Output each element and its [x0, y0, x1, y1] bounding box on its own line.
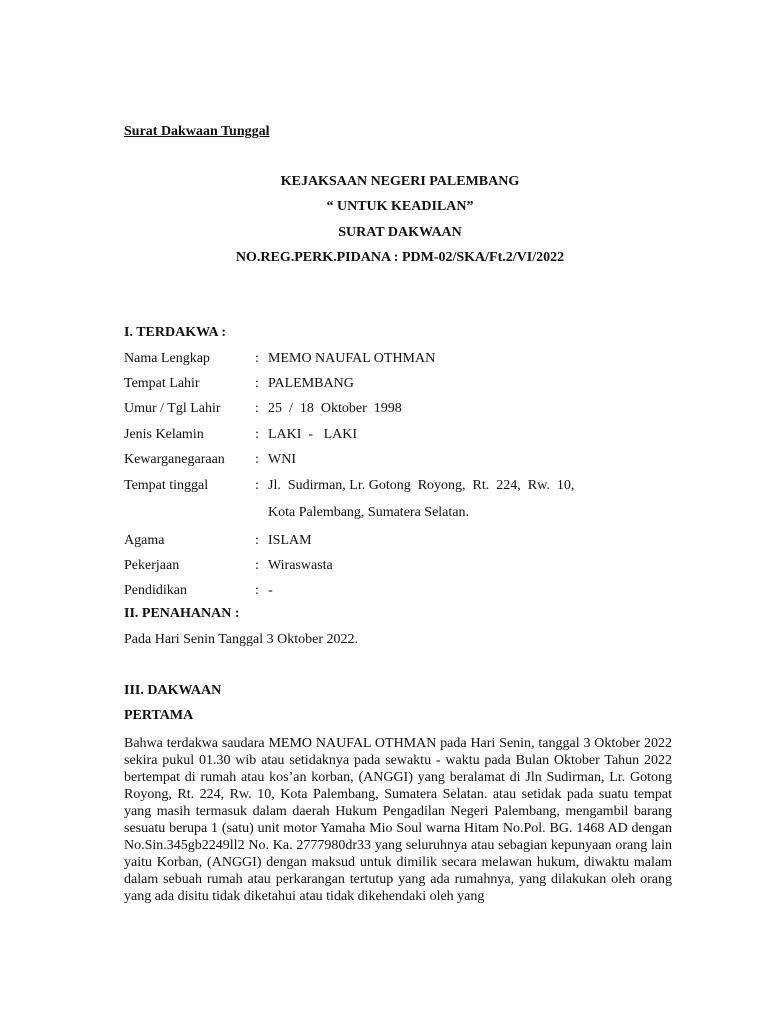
penahanan-text: Pada Hari Senin Tanggal 3 Oktober 2022. [124, 632, 358, 647]
office-name: KEJAKSAAN NEGERI PALEMBANG [280, 174, 520, 189]
document-label: Surat Dakwaan Tunggal [124, 124, 270, 139]
dakwaan-subheading: PERTAMA [124, 708, 194, 723]
field-value: 25 / 18 Oktober 1998 [268, 401, 402, 416]
section-penahanan-heading: II. PENAHANAN : [124, 606, 240, 621]
field-value: Kota Palembang, Sumatera Selatan. [268, 505, 469, 520]
field-colon: : [255, 583, 259, 598]
field-label: Umur / Tgl Lahir [124, 401, 221, 416]
field-colon: : [255, 427, 259, 442]
field-colon: : [255, 478, 259, 493]
motto: “ UNTUK KEADILAN” [326, 199, 474, 214]
field-value: PALEMBANG [268, 376, 354, 391]
field-colon: : [255, 533, 259, 548]
field-value: ISLAM [268, 533, 312, 548]
field-colon: : [255, 351, 259, 366]
field-value: - [268, 583, 273, 598]
field-value: Jl. Sudirman, Lr. Gotong Royong, Rt. 224, Rw. 10, [268, 478, 575, 493]
field-colon: : [255, 376, 259, 391]
field-label: Pendidikan [124, 583, 187, 598]
registration-number: NO.REG.PERK.PIDANA : PDM-02/SKA/Ft.2/VI/2022 [235, 250, 565, 265]
dakwaan-paragraph: Bahwa terdakwa saudara MEMO NAUFAL OTHMAN pada Hari Senin, tanggal 3 Oktober 2022 sekira pukul 01.30 wib atau setidaknya pada sewaktu - waktu pada Bulan Oktober Tahun 2022 bertempat di rumah atau kos’an korban, (ANGGI) yang beralamat di Jln Sudirman, Lr. Gotong Royong, Rt. 224, Rw. 10, Kota Palembang, Sumatera Selatan. atau setidak pada suatu tempat yang masih termasuk dalam daerah Hukum Pengadilan Negeri Palembang, mengambil barang sesuatu berupa 1 (satu) unit motor Yamaha Mio Soul warna Hitam No.Pol. BG. 1468 AD dengan No.Sin.345gb2249ll2 No. Ka. 2777980dr33 yang seluruhnya atau sebagian kepunyaan orang lain yaitu Korban, (ANGGI) dengan maksud untuk dimilik secara melawan hukum, diwaktu malam dalam sebuah rumah atau perkarangan tertutup yang ada rumahnya, yang dilakukan oleh orang yang ada disitu tidak diketahui atau tidak dikehendaki oleh yang [124, 736, 672, 904]
field-colon: : [255, 558, 259, 573]
field-label: Tempat tinggal [124, 478, 209, 493]
section-terdakwa-heading: I. TERDAKWA : [124, 325, 227, 340]
field-label: Nama Lengkap [124, 351, 210, 366]
section-dakwaan-heading: III. DAKWAAN [124, 683, 222, 698]
field-label: Pekerjaan [124, 558, 180, 573]
field-value: LAKI - LAKI [268, 427, 358, 442]
document-title: SURAT DAKWAAN [338, 225, 462, 240]
field-label: Kewarganegaraan [124, 452, 225, 467]
field-label: Jenis Kelamin [124, 427, 204, 442]
field-label: Agama [124, 533, 165, 548]
field-value: Wiraswasta [268, 558, 333, 573]
field-colon: : [255, 401, 259, 416]
field-value: WNI [268, 452, 296, 467]
field-label: Tempat Lahir [124, 376, 200, 391]
field-colon: : [255, 452, 259, 467]
field-value: MEMO NAUFAL OTHMAN [268, 351, 436, 366]
